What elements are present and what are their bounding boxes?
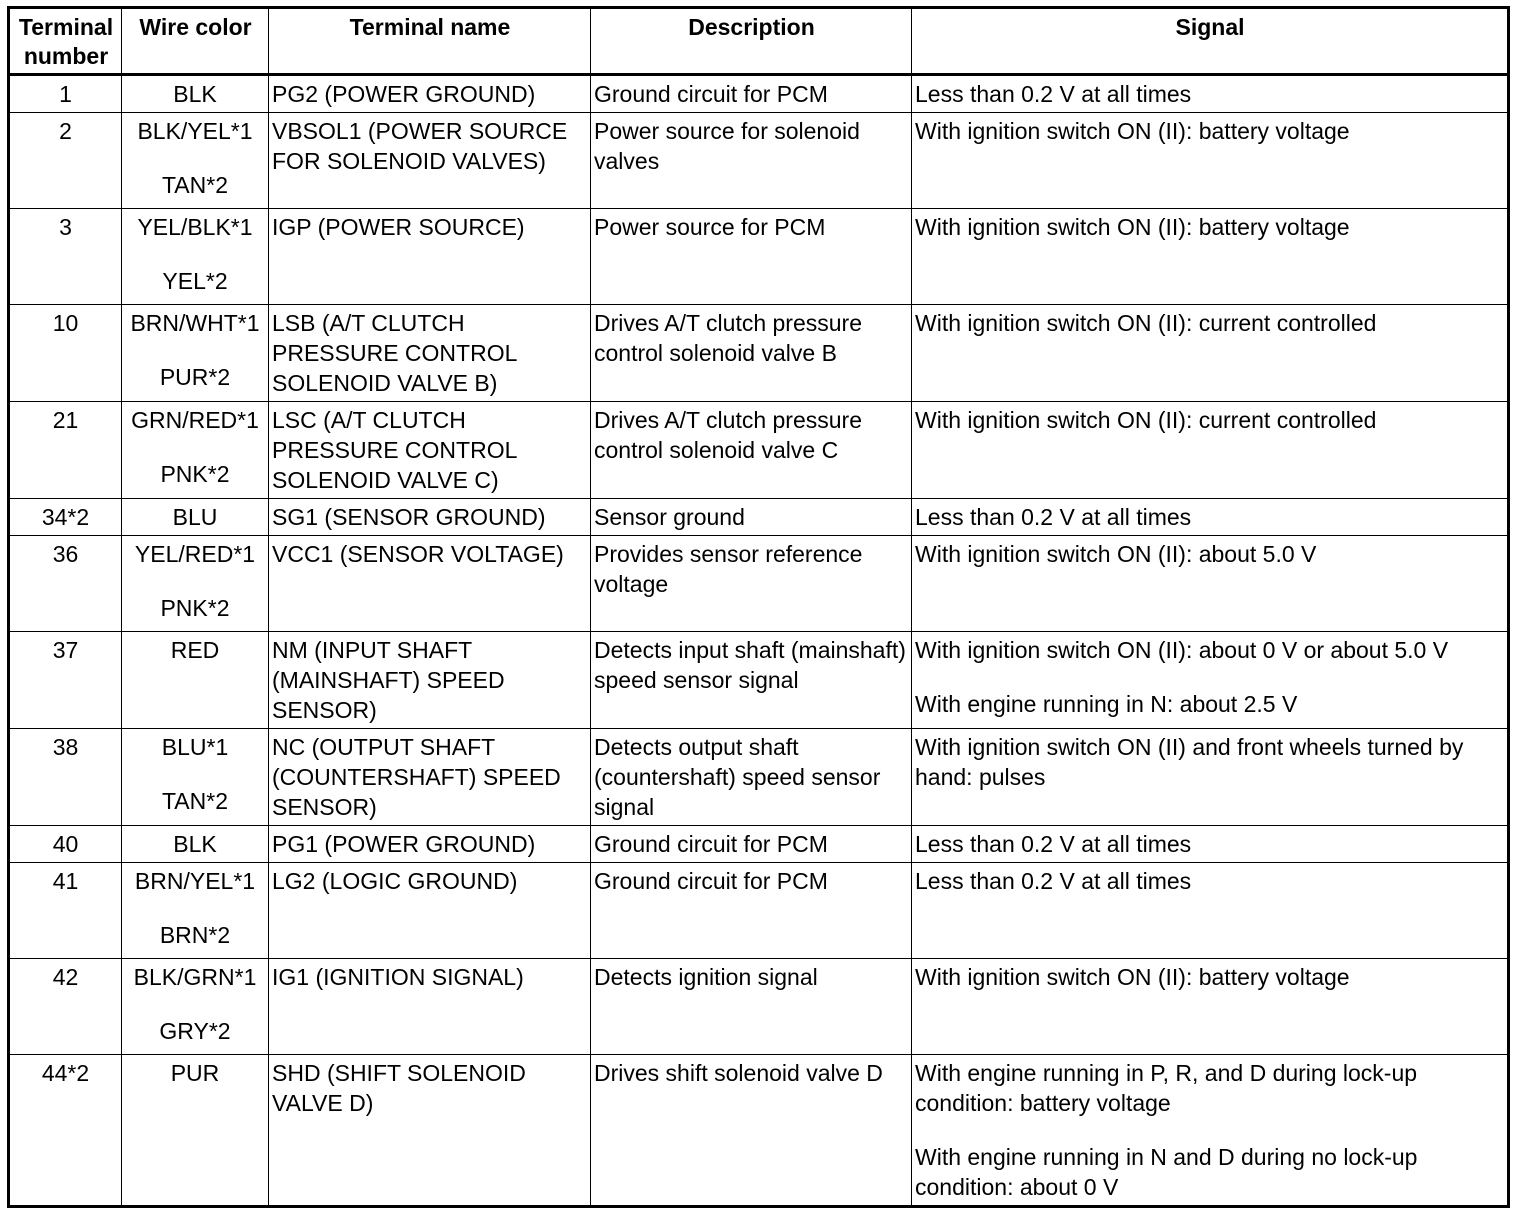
wire-color-cell bbox=[122, 209, 269, 305]
description-cell: Detects ignition signal bbox=[591, 959, 912, 1055]
signal-value: With ignition switch ON (II): about 0 V or about 5.0 V bbox=[915, 637, 1449, 663]
header-description: Description bbox=[591, 8, 912, 75]
terminal-number-cell: 44*2 bbox=[9, 1055, 122, 1207]
wire-color-value: BRN/YEL*1 bbox=[134, 868, 256, 894]
terminal-name-cell: LSB (A/T CLUTCH PRESSURE CONTROL SOLENOID VALVE B) bbox=[269, 305, 591, 402]
wire-color-value: GRN/RED*1 bbox=[131, 407, 259, 433]
terminal-number-cell: 36 bbox=[9, 536, 122, 632]
signal-cell bbox=[912, 863, 1509, 959]
wire-color-cell bbox=[122, 499, 269, 536]
header-signal: Signal bbox=[912, 8, 1509, 75]
wire-color-cell bbox=[122, 959, 269, 1055]
header-terminal-number: Terminal number bbox=[9, 8, 122, 75]
description-cell: Drives shift solenoid valve D bbox=[591, 1055, 912, 1207]
signal-value: With engine running in P, R, and D during lock-up condition: battery voltage bbox=[915, 1060, 1418, 1116]
signal-value: With ignition switch ON (II): about 5.0 V bbox=[915, 541, 1317, 567]
wire-color-value: PUR*2 bbox=[159, 364, 231, 390]
signal-cell bbox=[912, 729, 1509, 826]
signal-cell bbox=[912, 75, 1509, 113]
table-row bbox=[9, 75, 1509, 113]
table-row bbox=[9, 959, 1509, 1055]
description-cell: Detects input shaft (mainshaft) speed sensor signal bbox=[591, 632, 912, 729]
description-cell: Ground circuit for PCM bbox=[591, 826, 912, 863]
table-row bbox=[9, 499, 1509, 536]
terminal-name-cell: NM (INPUT SHAFT (MAINSHAFT) SPEED SENSOR) bbox=[269, 632, 591, 729]
wire-color-value: BRN/WHT*1 bbox=[130, 310, 260, 336]
signal-value: With ignition switch ON (II): battery voltage bbox=[915, 214, 1350, 240]
terminal-table bbox=[7, 6, 1510, 1208]
header-row bbox=[9, 8, 1509, 75]
terminal-number-cell: 21 bbox=[9, 402, 122, 499]
signal-value: Less than 0.2 V at all times bbox=[915, 504, 1192, 530]
table-row bbox=[9, 863, 1509, 959]
wire-color-cell bbox=[122, 113, 269, 209]
signal-value: With ignition switch ON (II): current controlled bbox=[915, 407, 1377, 433]
wire-color-cell bbox=[122, 536, 269, 632]
header-terminal-name: Terminal name bbox=[269, 8, 591, 75]
signal-value: With engine running in N and D during no lock-up condition: about 0 V bbox=[915, 1144, 1418, 1200]
signal-value: With ignition switch ON (II) and front wheels turned by hand: pulses bbox=[915, 734, 1464, 790]
description-cell: Ground circuit for PCM bbox=[591, 75, 912, 113]
signal-value: With ignition switch ON (II): battery voltage bbox=[915, 964, 1350, 990]
terminal-name-cell: SHD (SHIFT SOLENOID VALVE D) bbox=[269, 1055, 591, 1207]
wire-color-value: BLK/YEL*1 bbox=[137, 118, 253, 144]
terminal-name-cell: LSC (A/T CLUTCH PRESSURE CONTROL SOLENOID VALVE C) bbox=[269, 402, 591, 499]
table-row bbox=[9, 305, 1509, 402]
wire-color-cell bbox=[122, 75, 269, 113]
signal-cell bbox=[912, 402, 1509, 499]
signal-value: With ignition switch ON (II): battery voltage bbox=[915, 118, 1350, 144]
table-row bbox=[9, 729, 1509, 826]
description-cell: Detects output shaft (countershaft) speed sensor signal bbox=[591, 729, 912, 826]
signal-value: Less than 0.2 V at all times bbox=[915, 868, 1192, 894]
table-row bbox=[9, 209, 1509, 305]
table-row bbox=[9, 632, 1509, 729]
signal-cell bbox=[912, 536, 1509, 632]
wire-color-value: TAN*2 bbox=[161, 172, 229, 198]
wire-color-cell bbox=[122, 863, 269, 959]
signal-cell bbox=[912, 113, 1509, 209]
terminal-name-cell: SG1 (SENSOR GROUND) bbox=[269, 499, 591, 536]
terminal-name-cell: PG2 (POWER GROUND) bbox=[269, 75, 591, 113]
signal-value: With engine running in N: about 2.5 V bbox=[915, 691, 1298, 717]
signal-cell bbox=[912, 959, 1509, 1055]
description-cell: Drives A/T clutch pressure control solenoid valve B bbox=[591, 305, 912, 402]
terminal-name-cell: IG1 (IGNITION SIGNAL) bbox=[269, 959, 591, 1055]
terminal-number-cell: 34*2 bbox=[9, 499, 122, 536]
signal-cell bbox=[912, 499, 1509, 536]
wire-color-value: BLK bbox=[173, 831, 217, 857]
terminal-number-cell: 42 bbox=[9, 959, 122, 1055]
terminal-name-cell: NC (OUTPUT SHAFT (COUNTERSHAFT) SPEED SENSOR) bbox=[269, 729, 591, 826]
wire-color-cell bbox=[122, 1055, 269, 1207]
terminal-name-cell: VBSOL1 (POWER SOURCE FOR SOLENOID VALVES) bbox=[269, 113, 591, 209]
description-cell: Provides sensor reference voltage bbox=[591, 536, 912, 632]
table-row bbox=[9, 402, 1509, 499]
description-cell: Power source for solenoid valves bbox=[591, 113, 912, 209]
terminal-name-cell: PG1 (POWER GROUND) bbox=[269, 826, 591, 863]
signal-cell bbox=[912, 1055, 1509, 1207]
signal-cell bbox=[912, 632, 1509, 729]
table-row bbox=[9, 113, 1509, 209]
description-cell: Sensor ground bbox=[591, 499, 912, 536]
header-wire-color: Wire color bbox=[122, 8, 269, 75]
terminal-number-cell: 1 bbox=[9, 75, 122, 113]
wire-color-value: PNK*2 bbox=[160, 461, 230, 487]
signal-cell bbox=[912, 305, 1509, 402]
table-row bbox=[9, 536, 1509, 632]
terminal-name-cell: LG2 (LOGIC GROUND) bbox=[269, 863, 591, 959]
terminal-number-cell: 3 bbox=[9, 209, 122, 305]
terminal-number-cell: 2 bbox=[9, 113, 122, 209]
terminal-name-cell: IGP (POWER SOURCE) bbox=[269, 209, 591, 305]
terminal-name-cell: VCC1 (SENSOR VOLTAGE) bbox=[269, 536, 591, 632]
wire-color-value: PUR bbox=[170, 1060, 220, 1086]
wire-color-cell bbox=[122, 729, 269, 826]
signal-value: With ignition switch ON (II): current controlled bbox=[915, 310, 1377, 336]
table-body bbox=[9, 75, 1509, 1207]
description-cell: Ground circuit for PCM bbox=[591, 863, 912, 959]
terminal-table-container bbox=[7, 6, 1510, 1208]
wire-color-value: YEL*2 bbox=[162, 268, 228, 294]
wire-color-cell bbox=[122, 402, 269, 499]
table-row bbox=[9, 826, 1509, 863]
wire-color-value: BLK/GRN*1 bbox=[133, 964, 257, 990]
description-cell: Drives A/T clutch pressure control solenoid valve C bbox=[591, 402, 912, 499]
wire-color-value: YEL/BLK*1 bbox=[137, 214, 253, 240]
wire-color-cell bbox=[122, 305, 269, 402]
wire-color-value: TAN*2 bbox=[161, 788, 229, 814]
signal-cell bbox=[912, 826, 1509, 863]
signal-value: Less than 0.2 V at all times bbox=[915, 831, 1192, 857]
wire-color-value: RED bbox=[170, 637, 220, 663]
wire-color-value: BLU bbox=[172, 504, 218, 530]
terminal-number-cell: 40 bbox=[9, 826, 122, 863]
wire-color-value: GRY*2 bbox=[159, 1018, 231, 1044]
signal-cell bbox=[912, 209, 1509, 305]
wire-color-cell bbox=[122, 632, 269, 729]
terminal-number-cell: 37 bbox=[9, 632, 122, 729]
wire-color-value: BLU*1 bbox=[161, 734, 229, 760]
wire-color-cell bbox=[122, 826, 269, 863]
wire-color-value: YEL/RED*1 bbox=[134, 541, 256, 567]
table-row bbox=[9, 1055, 1509, 1207]
terminal-number-cell: 38 bbox=[9, 729, 122, 826]
signal-value: Less than 0.2 V at all times bbox=[915, 81, 1192, 107]
terminal-number-cell: 10 bbox=[9, 305, 122, 402]
wire-color-value: BRN*2 bbox=[159, 922, 231, 948]
wire-color-value: PNK*2 bbox=[160, 595, 230, 621]
description-cell: Power source for PCM bbox=[591, 209, 912, 305]
terminal-number-cell: 41 bbox=[9, 863, 122, 959]
wire-color-value: BLK bbox=[173, 81, 217, 107]
